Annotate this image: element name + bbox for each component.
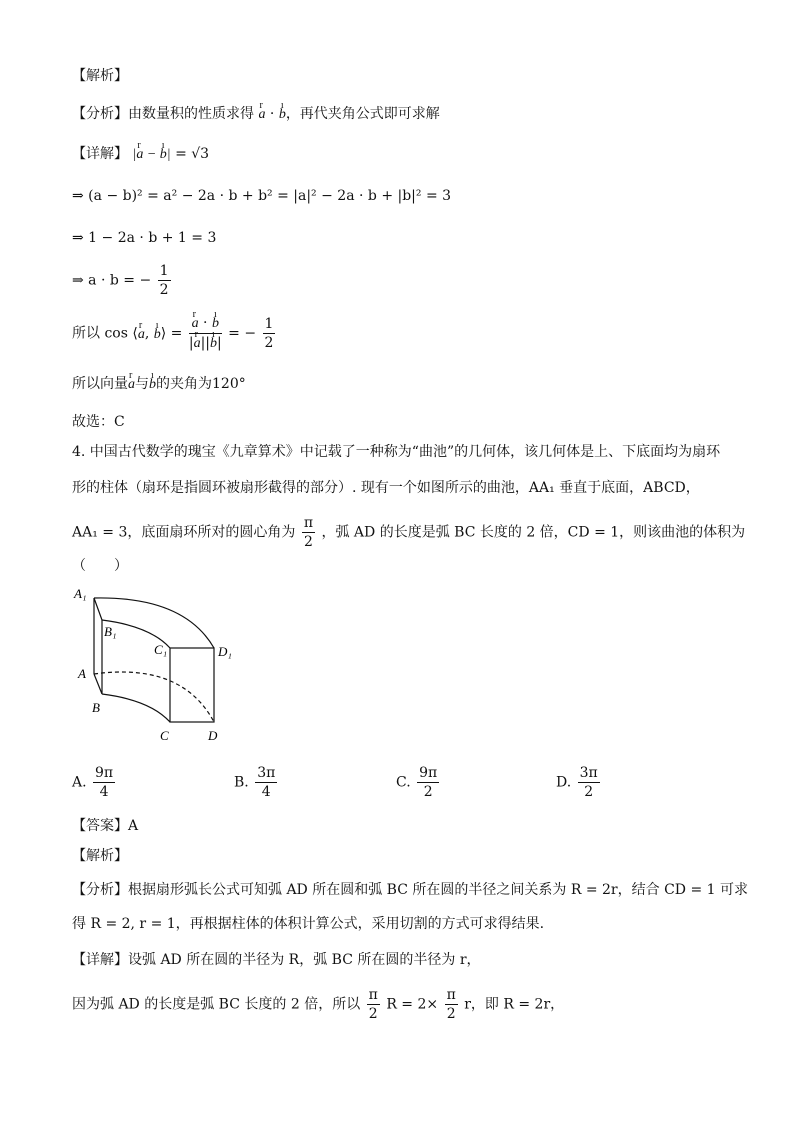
label-B: B bbox=[92, 700, 100, 715]
q4-line-1: 4. 中国古代数学的瑰宝《九章算术》中记载了一种称为“曲池”的几何体，该几何体是上、下底面均为扇环 bbox=[72, 444, 721, 460]
eq5-cos: cos bbox=[104, 325, 128, 342]
analysis-text-post: ，再代夹角公式即可求解 bbox=[285, 106, 440, 122]
abs-diff: |r a − ı b| bbox=[132, 147, 170, 162]
detail2-b: R = 2× bbox=[386, 996, 439, 1013]
option-b[interactable] bbox=[234, 764, 279, 801]
option-d[interactable] bbox=[556, 764, 602, 801]
q4-line3-a: AA₁ = 3，底面扇环所对的圆心角为 bbox=[72, 524, 296, 541]
option-d-letter: D. bbox=[556, 774, 572, 791]
solution-header: 【解析】 bbox=[72, 68, 128, 84]
q4-line-3 bbox=[72, 514, 745, 551]
eq3: ⇒ 1 − 2a · b + 1 = 3 bbox=[72, 230, 217, 246]
eq5-pre: 所以 bbox=[72, 325, 100, 342]
label-A: A bbox=[78, 666, 86, 681]
vector-b: ı b bbox=[279, 105, 286, 125]
label-D: D bbox=[208, 728, 218, 743]
option-c-letter: C. bbox=[396, 774, 411, 791]
analysis-text-pre: 由数量积的性质求得 bbox=[128, 106, 254, 122]
option-b-letter: B. bbox=[234, 774, 249, 791]
label-A1: A₁ bbox=[74, 586, 87, 601]
q4-line-4: （ ） bbox=[72, 558, 128, 574]
eq2: ⇒ (a − b)² = a² − 2a · b + b² = |a|² − 2a · b + |b|² = 3 bbox=[72, 188, 452, 204]
eq4 bbox=[72, 262, 173, 299]
q4-line-2: 形的柱体（扇环是指圆环被扇形截得的部分）. 现有一个如图所示的曲池，AA₁ 垂直于底面，ABCD， bbox=[72, 480, 700, 496]
frac-pi-2: $\frac{\pi}{2}$ bbox=[303, 515, 314, 550]
option-b-frac: $\frac{3\pi}{4}$ bbox=[257, 765, 276, 800]
detail2-a: 因为弧 AD 的长度是弧 BC 长度的 2 倍，所以 bbox=[72, 996, 361, 1013]
detail-2-line-2 bbox=[72, 986, 564, 1023]
eq4-lhs: ⇒ a · b = − bbox=[72, 272, 152, 289]
solution-header-2: 【解析】 bbox=[72, 848, 128, 864]
label-D1: D₁ bbox=[218, 644, 232, 659]
detail-tag: 【详解】 bbox=[72, 146, 128, 162]
detail-2-line-1: 【详解】设弧 AD 所在圆的半径为 R，弧 BC 所在圆的半径为 r， bbox=[72, 952, 481, 968]
label-C1: C₁ bbox=[154, 642, 168, 657]
frac-half-2: $\frac{1}{2}$ bbox=[264, 316, 274, 351]
eq5: 所以 cos ⟨r a, ı b⟩ = r $\frac{\text{a · ı b}}{\text{|r a||ı b|}}$ = − $\frac{1}{2}$ bbox=[72, 314, 277, 353]
analysis-2-line-1: 【分析】根据扇形弧长公式可知弧 AD 所在圆和弧 BC 所在圆的半径之间关系为 R = 2r，结合 CD = 1 可求 bbox=[72, 882, 748, 898]
frac-cos: r $\frac{\text{a · ı b}}{\text{|r a||ı b|}}$ bbox=[189, 314, 222, 353]
analysis-tag: 【分析】 bbox=[72, 106, 128, 122]
option-c[interactable] bbox=[396, 764, 441, 801]
option-c-frac: $\frac{9\pi}{2}$ bbox=[419, 765, 438, 800]
detail-line-1 bbox=[72, 144, 209, 165]
label-C: C bbox=[160, 728, 169, 743]
quchi-figure bbox=[72, 582, 252, 752]
label-B1: B₁ bbox=[104, 624, 117, 639]
choice-line: 故选：C bbox=[72, 414, 125, 430]
option-a-letter: A. bbox=[72, 774, 87, 791]
frac-half: $\frac{1}{2}$ bbox=[159, 263, 169, 298]
option-d-frac: $\frac{3\pi}{2}$ bbox=[579, 765, 598, 800]
angle-line: 所以向量r a与ı b的夹角为120° bbox=[72, 374, 246, 395]
angle-value: 120° bbox=[212, 376, 246, 392]
frac-pi-2-c: $\frac{\pi}{2}$ bbox=[446, 987, 456, 1022]
option-a-frac: $\frac{9\pi}{4}$ bbox=[95, 765, 114, 800]
eq5-rhs: = − bbox=[228, 325, 257, 342]
q4-line3-b: ，弧 AD 的长度是弧 BC 长度的 2 倍，CD = 1，则该曲池的体积为 bbox=[321, 524, 746, 541]
option-a[interactable] bbox=[72, 764, 117, 801]
detail2-c: r，即 R = 2r， bbox=[464, 996, 565, 1013]
angle-mid: 与 bbox=[135, 376, 149, 392]
angle-pre: 所以向量 bbox=[72, 376, 128, 392]
analysis-2-line-2: 得 R = 2, r = 1，再根据柱体的体积计算公式，采用切割的方式可求得结果. bbox=[72, 916, 545, 932]
eq1-rhs: = √3 bbox=[175, 146, 210, 162]
answer-line: 【答案】A bbox=[72, 818, 139, 834]
frac-pi-2-b: $\frac{\pi}{2}$ bbox=[368, 987, 378, 1022]
angle-post: 的夹角为 bbox=[156, 376, 212, 392]
vector-a: r a bbox=[258, 105, 265, 125]
analysis-line: 【分析】由数量积的性质求得 r a · ı b，再代夹角公式即可求解 bbox=[72, 104, 440, 125]
